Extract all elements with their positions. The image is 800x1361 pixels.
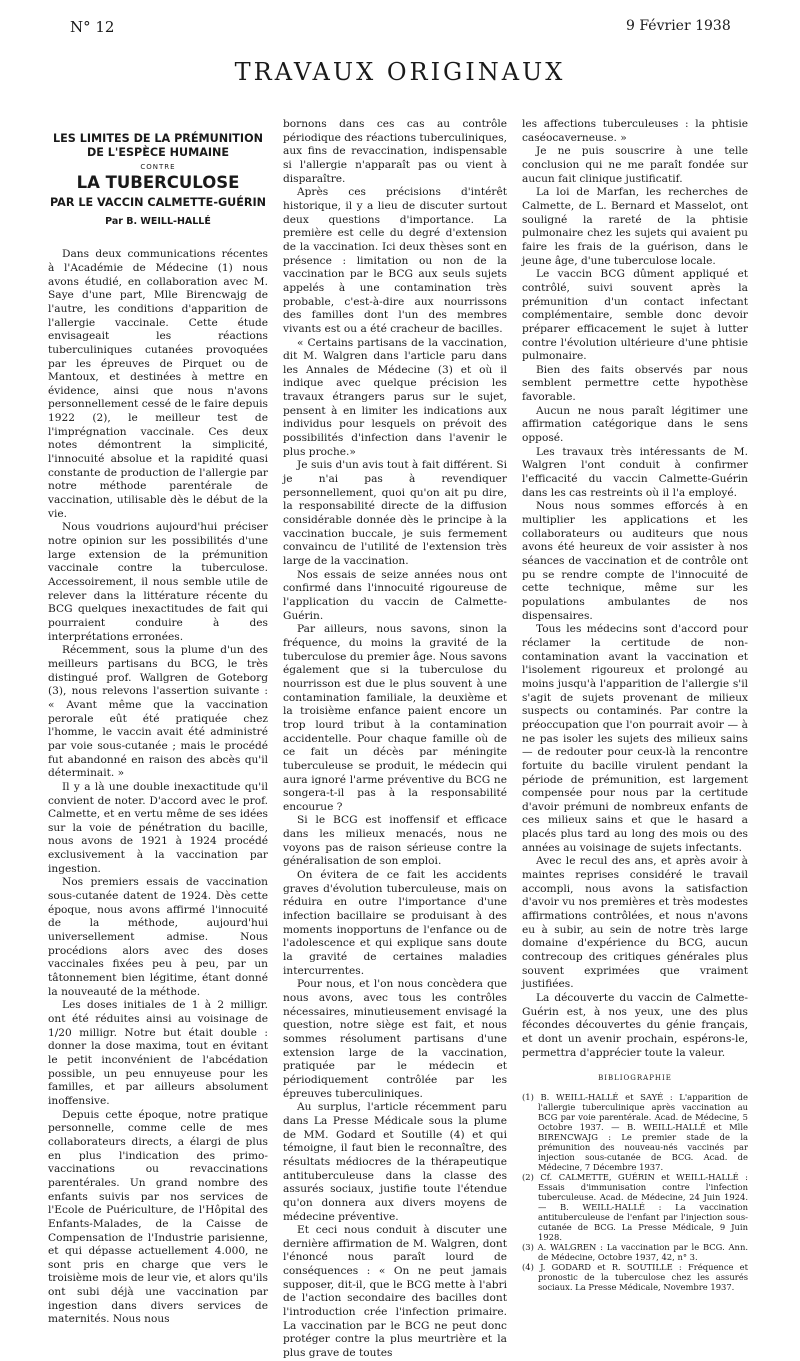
paragraph: « Certains partisans de la vaccination, dit M. Walgren dans l'article paru dans les Annales de Médecine (3) et où il indique avec quelque précision les travaux étrangers parus sur le sujet, pensent à en limiter les indications aux individus pour lesquels on prévoit des possibilités d'infection dans l'avenir le plus proche.» — [283, 336, 507, 458]
bibliography-entry: (4) J. GODARD et R. SOUTILLE : Fréquence et pronostic de la tuberculose chez les assurés sociaux. La Presse Médicale, Novembre 1937. — [522, 1261, 748, 1292]
column-1 — [48, 118, 268, 1327]
paragraph: Par ailleurs, nous savons, sinon la fréquence, du moins la gravité de la tuberculose du premier âge. Nous savons également que si la tuberculose du nourrisson est due le plus souvent à une contamination familiale, la deuxième et la troisième enfance paient encore un trop lourd tribut à la contamination accidentelle. Pour chaque famille où de ce fait un décès par méningite tuberculeuse se produit, le médecin qui aura ignoré l'arme préventive du BCG ne songera-t-il pas à la responsabilité encourue ? — [283, 623, 507, 813]
paragraph: Si le BCG est inoffensif et efficace dans les milieux menacés, nous ne voyons pas de raison sérieuse contre la généralisation de son emploi. — [283, 814, 507, 868]
paragraph: Je ne puis souscrire à une telle conclusion qui ne me paraît fondée sur aucun fait clinique justificatif. — [522, 145, 748, 185]
paragraph: Au surplus, l'article récemment paru dans La Presse Médicale sous la plume de MM. Godard et Soutille (4) et qui témoigne, il faut bien le reconnaître, des résultats médiocres de la thérapeutique antituberculeuse dans la classe des assurés sociaux, justifie toute l'étendue qu'on donnera aux divers moyens de médecine préventive. — [283, 1101, 507, 1223]
paragraph: Après ces précisions d'intérêt historique, il y a lieu de discuter surtout deux questions d'importance. La première est celle du degré d'extension de la vaccination. Ici deux thèses sont en présence : limitation ou non de la vaccination par le BCG aux seuls sujets appelés à une contamination très probable, c'est-à-dire aux nourrissons des familles dont l'un des membres vivants est ou a été cracheur de bacilles. — [283, 186, 507, 335]
column-2 — [283, 118, 507, 1361]
paragraph: Récemment, sous la plume d'un des meilleurs partisans du BCG, le très distingué prof. Wallgren de Goteborg (3), nous relevons l'assertion suivante : « Avant même que la vaccination perorale eût été pratiquée chez l'homme, le vaccin avait été administré par voie sous-cutanée ; mais le procédé fut abandonné en raison des abcès qu'il déterminait. » — [48, 644, 268, 780]
bibliography-heading: BIBLIOGRAPHIE — [598, 1074, 672, 1083]
paragraph: Nous nous sommes efforcés à en multiplier les applications et les collaborateurs ou auditeurs que nous avons été heureux de voir assister à nos séances de vaccination et de contrôle ont pu se rendre compte de l'innocuité de cette technique, même sur les populations ambulantes de nos dispensaires. — [522, 500, 748, 622]
column-3 — [522, 118, 748, 1292]
bibliography-entry: (1) B. WEILL-HALLÉ et SAYÉ : L'apparition de l'allergie tuberculinique après vaccination au BCG par voie parentérale. Acad. de Médecine, 5 Octobre 1937. — B. WEILL-HALLÉ et Mlle BIRENCWAJG : Le premier stade de la prémunition des nouveau-nés vaccinés par injection sous-cutanée de BCG. Acad. de Médecine, 7 Décembre 1937. — [522, 1091, 748, 1172]
bibliography-entry: (2) Cf. CALMETTE, GUÉRIN et WEILL-HALLÉ : Essais d'immunisation contre l'infection tuberculeuse. Acad. de Médecine, 24 Juin 1924. — B. WEILL-HALLÉ : La vaccination antituberculeuse de l'enfant par l'injection sous-cutanée de BCG. La Presse Médicale, 9 Juin 1928. — [522, 1171, 748, 1242]
title-contre: CONTRE — [140, 163, 176, 171]
paragraph: Les travaux très intéressants de M. Walgren l'ont conduit à confirmer l'efficacité du vaccin Calmette-Guérin dans les cas restreints où il l'a employé. — [522, 445, 748, 499]
issue-date: 9 Février 1938 — [626, 18, 731, 34]
paragraph: Nos premiers essais de vaccination sous-cutanée datent de 1924. Dès cette époque, nous avons affirmé l'innocuité de la méthode, aujourd'hui universellement admise. Nous procédions alors avec des doses vaccinales fixées peu à peu, par un tâtonnement bien légitime, étant donné la nouveauté de la méthode. — [48, 876, 268, 998]
paragraph: Les doses initiales de 1 à 2 milligr. ont été réduites ainsi au voisinage de 1/20 milligr. Notre but était double : donner la dose maxima, tout en évitant le petit inconvénient de l'abcédation possible, un peu ennuyeuse pour les familles, et par ailleurs absolument inoffensive. — [48, 999, 268, 1107]
paragraph: La loi de Marfan, les recherches de Calmette, de L. Bernard et Masselot, ont souligné la rareté de la phtisie pulmonaire chez les sujets qui avaient pu faire les frais de la guérison, dans le jeune âge, d'une tuberculose locale. — [522, 186, 748, 267]
title-line-2: DE L'ESPÈCE HUMAINE — [86, 146, 230, 159]
paragraph: Tous les médecins sont d'accord pour réclamer la certitude de non-contamination avant la vaccination et l'isolement rigoureux et prolongé au moins jusqu'à l'apparition de l'allergie s'il s'agit de sujets provenant de milieux suspects ou contaminés. Par contre la préoccupation que l'on pourrait avoir — à ne pas isoler les sujets des milieux sains — de redouter pour ceux-là la rencontre fortuite du bacille virulent pendant la période de prémunition, est largement compensée pour nous par la certitude d'avoir prémuni de nombreux enfants de ces milieux sains et que le hasard a placés plus tard au long des mois ou des années au voisinage de sujets infectants. — [522, 623, 748, 854]
author-byline: Par B. WEILL-HALLÉ — [105, 216, 211, 228]
paragraph: Depuis cette époque, notre pratique personnelle, comme celle de mes collaborateurs directs, a élargi de plus en plus l'indication des primo-vaccinations ou revaccinations parentérales. Un grand nombre des enfants suivis par nos services de l'Ecole de Puériculture, de l'Hôpital des Enfants-Malades, de la Caisse de Compensation de l'Industrie parisienne, et qui dépasse actuellement 4.000, ne sont pris en charge que vers le troisième mois de leur vie, et alors qu'ils ont subi déjà une vaccination par ingestion dans divers services de maternités. Nous nous — [48, 1108, 268, 1326]
section-title: TRAVAUX ORIGINAUX — [234, 58, 566, 86]
paragraph: Et ceci nous conduit à discuter une dernière affirmation de M. Walgren, dont l'énoncé nous paraît lourd de conséquences : « On ne peut jamais supposer, dit-il, que le BCG mette à l'abri de l'action secondaire des bacilles dont l'introduction crée l'infection primaire. La vaccination par le BCG ne peut donc protéger contre la plus meurtrière et la plus grave de toutes — [283, 1224, 507, 1360]
paragraph: Le vaccin BCG dûment appliqué et contrôlé, suivi souvent après la prémunition d'un contact infectant complémentaire, semble donc devoir préparer efficacement le sujet à lutter contre l'évolution ultérieure d'une phtisie pulmonaire. — [522, 268, 748, 363]
paragraph: Aucun ne nous paraît légitimer une affirmation catégorique dans le sens opposé. — [522, 404, 748, 445]
paragraph: On évitera de ce fait les accidents graves d'évolution tuberculeuse, mais on réduira en outre l'importance d'une infection bacillaire se produisant à des moments inopportuns de l'enfance ou de l'adolescence et qui explique sans doute la gravité de certaines maladies intercurrentes. — [283, 869, 507, 977]
title-line-1: LES LIMITES DE LA PRÉMUNITION — [53, 132, 263, 145]
bibliography-entry: (3) A. WALGREN : La vaccination par le BCG. Ann. de Médecine, Octobre 1937, 42, n° 3. — [522, 1241, 748, 1262]
paragraph: La découverte du vaccin de Calmette-Guérin est, à nos yeux, une des plus fécondes découvertes du génie français, et dont un avenir prochain, espérons-le, permettra d'apprécier toute la valeur. — [522, 992, 748, 1059]
paragraph: Bien des faits observés par nous semblent permettre cette hypothèse favorable. — [522, 363, 748, 404]
article-title — [48, 132, 268, 228]
issue-number: N° 12 — [70, 18, 115, 36]
title-line-4: PAR LE VACCIN CALMETTE-GUÉRIN — [49, 196, 267, 210]
paragraph: Nous voudrions aujourd'hui préciser notre opinion sur les possibilités d'une large extension de la prémunition vaccinale contre la tuberculose. Accessoirement, il nous semble utile de relever dans la littérature récente du BCG quelques inexactitudes de fait qui pourraient conduire à des interprétations erronées. — [48, 521, 268, 643]
paragraph: Avec le recul des ans, et après avoir à maintes reprises considéré le travail accompli, nous avons la satisfaction d'avoir vu nos premières et très modestes affirmations contrôlées, et nous n'avons eu à subir, au sein de notre très large domaine d'expérience du BCG, aucun contrecoup des critiques générales plus souvent exprimées que vraiment justifiées. — [522, 855, 748, 991]
paragraph: Nos essais de seize années nous ont confirmé dans l'innocuité rigoureuse de l'application du vaccin de Calmette-Guérin. — [283, 568, 507, 622]
paragraph: bornons dans ces cas au contrôle périodique des réactions tuberculiniques, aux fins de revaccination, indispensable si l'allergie n'apparaît pas ou vient à disparaître. — [283, 118, 507, 185]
paragraph: Il y a là une double inexactitude qu'il convient de noter. D'accord avec le prof. Calmette, et en vertu même de ses idées sur la voie de pénétration du bacille, nous avons de 1921 à 1924 procédé exclusivement à la vaccination par ingestion. — [48, 780, 268, 875]
paragraph: Je suis d'un avis tout à fait différent. Si je n'ai pas à revendiquer personnellement, quoi qu'on ait pu dire, la responsabilité directe de la diffusion considérable donnée dès le principe à la vaccination buccale, je suis fermement convaincu de l'utilité de l'extension très large de la vaccination. — [283, 459, 507, 567]
paragraph: Pour nous, et l'on nous concèdera que nous avons, avec tous les contrôles nécessaires, minutieusement envisagé la question, notre siège est fait, et nous sommes résolument partisans d'une extension large de la vaccination, pratiquée par le médecin et périodiquement contrôlée par les épreuves tuberculiniques. — [283, 978, 507, 1100]
title-line-3: LA TUBERCULOSE — [76, 172, 240, 192]
paragraph: les affections tuberculeuses : la phtisie caséocaverneuse. » — [522, 118, 748, 144]
paragraph: Dans deux communications récentes à l'Académie de Médecine (1) nous avons étudié, en collaboration avec M. Saye d'une part, Mlle Birencwajg de l'autre, les conditions d'apparition de l'allergie vaccinale. Cette étude envisageait les réactions tuberculiniques cutanées provoquées par les épreuves de Pirquet ou de Mantoux, et destinées à mettre en évidence, ainsi que nous n'avons personnellement cessé de le faire depuis 1922 (2), le meilleur test de l'imprégnation vaccinale. Ces deux notes démontrent la simplicité, l'innocuité absolue et la rapidité quasi constante de production de l'allergie par notre méthode parentérale de vaccination, utilisable dès le début de la vie. — [48, 248, 268, 520]
